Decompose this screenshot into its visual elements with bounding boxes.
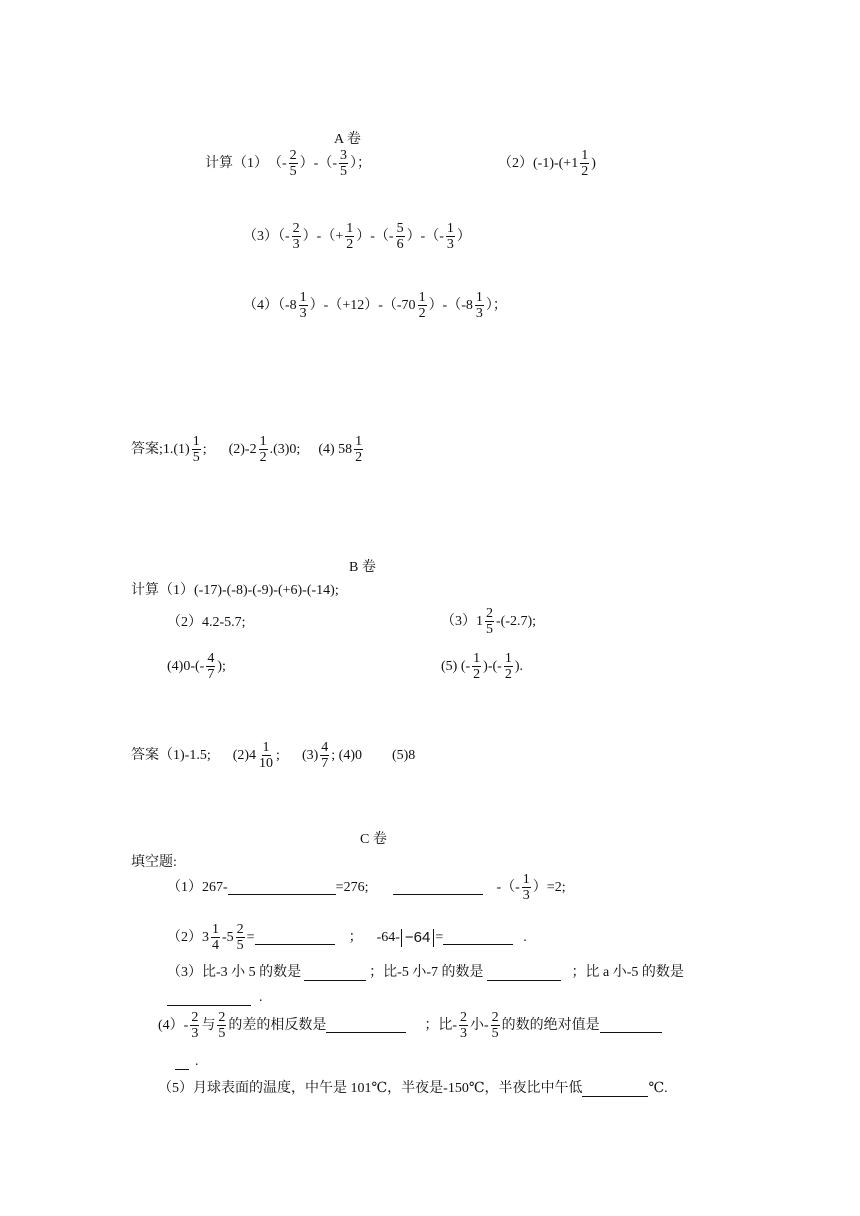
text: . bbox=[259, 990, 263, 1005]
fraction: $\frac{2}{5}$ bbox=[289, 148, 297, 179]
text: ）-（+ bbox=[302, 228, 344, 244]
c-question-5 bbox=[158, 1081, 668, 1097]
fraction: $\frac{1}{2}$ bbox=[473, 651, 481, 682]
fraction: $\frac{1}{10}$ bbox=[259, 740, 274, 771]
text: ℃. bbox=[648, 1081, 668, 1096]
text: (4）- bbox=[158, 1017, 189, 1033]
text: . bbox=[195, 1054, 199, 1069]
text: ）-（- bbox=[299, 155, 337, 171]
text: (2)4 bbox=[232, 747, 257, 763]
text: )-(- bbox=[483, 658, 502, 674]
c-question-4 bbox=[158, 1010, 662, 1041]
c-question-1 bbox=[167, 872, 566, 903]
section-a-title: A 卷 bbox=[334, 132, 361, 147]
text: (4)0-(- bbox=[167, 658, 205, 674]
fraction: $\frac{2}{3}$ bbox=[292, 221, 300, 252]
fraction: $\frac{1}{4}$ bbox=[212, 922, 219, 953]
fraction: $\frac{1}{3}$ bbox=[475, 290, 483, 321]
text: (3) bbox=[301, 747, 319, 763]
answer-blank[interactable] bbox=[443, 930, 513, 945]
text: （- bbox=[268, 155, 287, 171]
text: ； bbox=[348, 929, 363, 945]
fraction: $\frac{5}{6}$ bbox=[396, 221, 404, 252]
text: （5）月球表面的温度，中午是 101℃，半夜是-150℃，半夜比中午低 bbox=[158, 1081, 583, 1096]
section-b-title: B 卷 bbox=[349, 560, 376, 575]
fraction: $\frac{1}{2}$ bbox=[581, 148, 589, 179]
text: ） bbox=[456, 228, 471, 244]
text: ）； bbox=[485, 297, 507, 313]
text: ; bbox=[202, 441, 207, 457]
fraction: $\frac{2}{3}$ bbox=[460, 1010, 467, 1041]
text: （3）（- bbox=[243, 228, 290, 244]
fraction: $\frac{1}{5}$ bbox=[192, 434, 200, 465]
text: ）-（+12）-（-70 bbox=[309, 297, 416, 313]
text: -5 bbox=[222, 929, 234, 945]
c-question-4-cont bbox=[175, 1054, 199, 1070]
c-question-2 bbox=[167, 922, 527, 953]
b-question-1: 计算（1）(-17)-(-8)-(-9)-(+6)-(-14); bbox=[131, 583, 339, 598]
fraction: $\frac{2}{5}$ bbox=[236, 922, 244, 953]
fraction: $\frac{2}{5}$ bbox=[486, 606, 493, 637]
text: （3）比-3 小 5 的数是 bbox=[167, 965, 302, 980]
text: (5)8 bbox=[391, 747, 416, 763]
text: （1）267- bbox=[167, 879, 228, 895]
text: ）-（- bbox=[406, 228, 444, 244]
text: -(-2.7); bbox=[496, 613, 537, 629]
answer-blank[interactable] bbox=[487, 966, 561, 981]
text: ) bbox=[591, 155, 596, 171]
fraction: $\frac{1}{2}$ bbox=[259, 434, 267, 465]
text: （2）3 bbox=[167, 929, 209, 945]
a-question-4 bbox=[243, 290, 507, 321]
text: = bbox=[246, 929, 255, 945]
fraction: $\frac{1}{3}$ bbox=[299, 290, 307, 321]
text: 答案;1.(1) bbox=[131, 441, 190, 457]
text: 的差的相反数是 bbox=[228, 1017, 327, 1033]
section-c-title: C 卷 bbox=[360, 832, 387, 847]
fraction: $\frac{2}{5}$ bbox=[218, 1010, 226, 1041]
fraction: $\frac{4}{7}$ bbox=[207, 651, 215, 682]
text: ）=2; bbox=[532, 879, 566, 895]
text: ; (4)0 bbox=[331, 747, 362, 763]
text: （3）1 bbox=[441, 613, 483, 629]
text: ). bbox=[514, 658, 523, 674]
answer-blank[interactable] bbox=[175, 1055, 189, 1070]
text: = bbox=[435, 929, 444, 945]
fraction: $\frac{2}{5}$ bbox=[491, 1010, 499, 1041]
answer-blank[interactable] bbox=[582, 1082, 648, 1097]
text: 与 bbox=[201, 1017, 216, 1033]
a-answer bbox=[131, 434, 365, 465]
b-question-4 bbox=[167, 651, 226, 682]
c-question-3 bbox=[167, 965, 684, 981]
fraction: $\frac{1}{2}$ bbox=[418, 290, 426, 321]
answer-blank[interactable] bbox=[326, 1018, 406, 1033]
answer-blank[interactable] bbox=[600, 1018, 662, 1033]
text: ); bbox=[217, 658, 226, 674]
fraction: $\frac{1}{3}$ bbox=[522, 872, 530, 903]
text: 小- bbox=[470, 1017, 489, 1033]
text: ）； bbox=[350, 155, 371, 171]
text: ；比-5 小-7 的数是 bbox=[369, 965, 484, 980]
fraction: $\frac{1}{2}$ bbox=[504, 651, 512, 682]
b-question-3 bbox=[441, 606, 536, 637]
fraction: $\frac{2}{3}$ bbox=[191, 1010, 199, 1041]
answer-blank[interactable] bbox=[228, 880, 336, 895]
a-question-1 bbox=[205, 148, 371, 179]
answer-blank[interactable] bbox=[393, 880, 483, 895]
fraction: $\frac{1}{2}$ bbox=[346, 221, 354, 252]
text: .(3)0; bbox=[269, 441, 301, 457]
c-question-3-cont bbox=[167, 990, 263, 1006]
b-question-2: （2）4.2-5.7; bbox=[167, 615, 246, 630]
text: (5) (- bbox=[441, 658, 471, 674]
answer-blank[interactable] bbox=[255, 930, 335, 945]
text: ）-（-8 bbox=[428, 297, 473, 313]
b-question-5 bbox=[441, 651, 523, 682]
text: （4）（-8 bbox=[243, 297, 297, 313]
text: （2）(-1)-(+1 bbox=[498, 155, 579, 171]
text: ；比- bbox=[424, 1017, 457, 1033]
text: ; bbox=[276, 747, 280, 763]
a-question-3 bbox=[243, 221, 471, 252]
c-heading: 填空题: bbox=[131, 855, 177, 870]
fraction: $\frac{1}{3}$ bbox=[446, 221, 454, 252]
text: =276; bbox=[335, 879, 369, 895]
answer-blank[interactable] bbox=[167, 991, 251, 1006]
text: -（- bbox=[496, 879, 520, 895]
b-answer bbox=[131, 740, 415, 771]
text: (4) 58 bbox=[318, 441, 353, 457]
a-question-2 bbox=[498, 148, 596, 179]
answer-blank[interactable] bbox=[304, 966, 366, 981]
text: . bbox=[523, 929, 527, 945]
text: ；比 a 小-5 的数是 bbox=[571, 965, 684, 980]
a-prefix: 计算（1） bbox=[205, 155, 268, 171]
text: 答案（1)-1.5; bbox=[131, 747, 211, 763]
text: 的数的绝对值是 bbox=[501, 1017, 600, 1033]
absolute-value: −64 bbox=[401, 929, 434, 947]
fraction: $\frac{3}{5}$ bbox=[340, 148, 347, 179]
text: ）-（- bbox=[356, 228, 394, 244]
fraction: $\frac{1}{2}$ bbox=[355, 434, 363, 465]
text: -64- bbox=[376, 929, 400, 945]
text: (2)-2 bbox=[228, 441, 257, 457]
fraction: $\frac{4}{7}$ bbox=[321, 740, 329, 771]
